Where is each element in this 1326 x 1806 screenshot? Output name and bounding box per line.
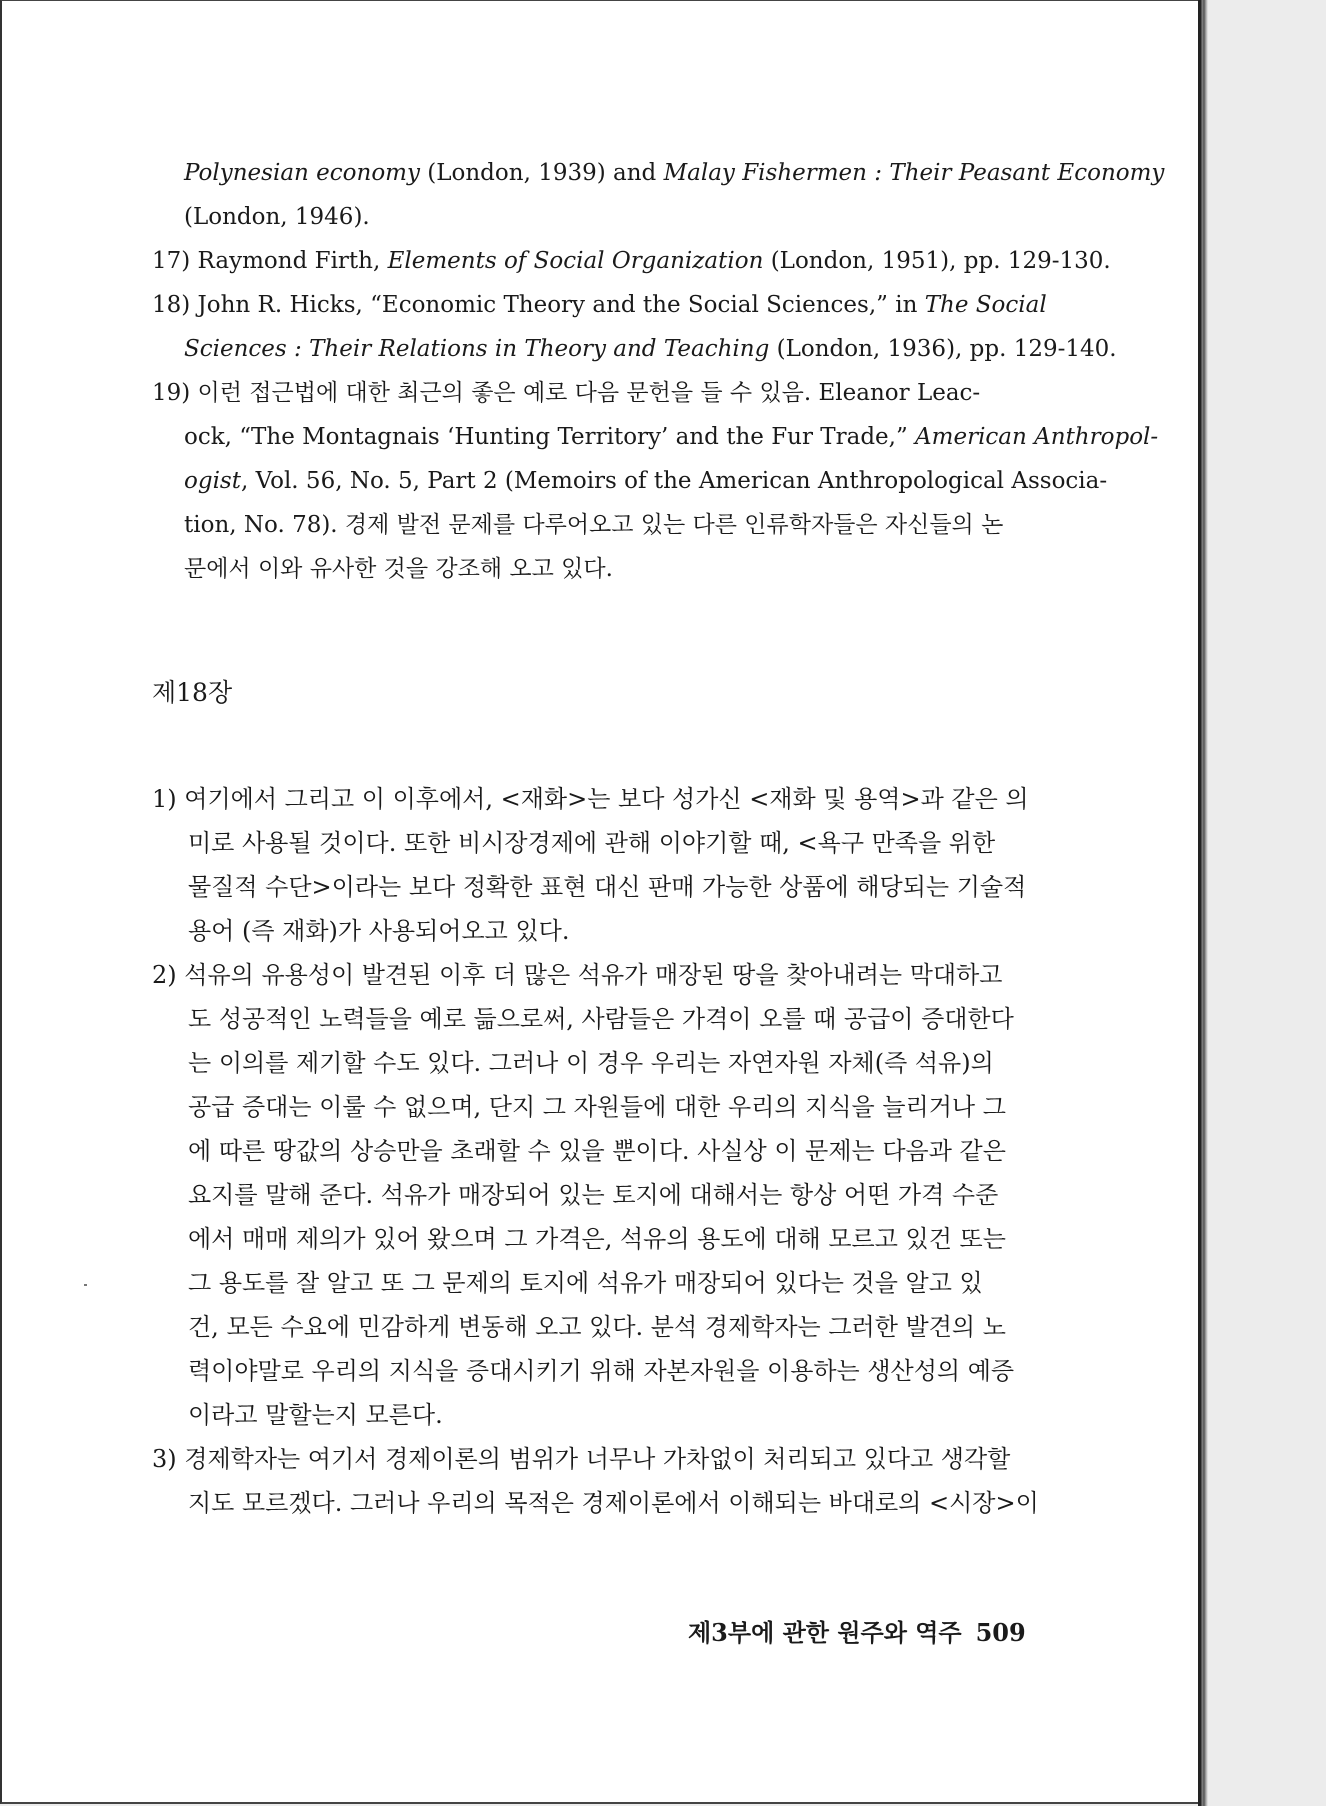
note-line: 미로 사용될 것이다. 또한 비시장경제에 관해 이야기할 때, <욕구 만족을 위한 (188, 829, 996, 857)
running-title: 제3부에 관한 원주와 역주 (688, 1618, 962, 1647)
note-text: 문에서 이와 유사한 것을 강조해 오고 있다. (184, 556, 613, 582)
note-text: (London, 1936), pp. 129-140. (769, 336, 1117, 362)
note-line: 이라고 말할는지 모른다. (188, 1401, 443, 1429)
note-text: (London, 1939) and (419, 160, 664, 186)
note-19-line-1 (152, 371, 1052, 415)
note-line: 에서 매매 제의가 있어 왔으며 그 가격은, 석유의 용도에 대해 모르고 있건 또는 (188, 1225, 1006, 1253)
italic-title-text: American Anthropol- (915, 424, 1159, 450)
italic-title-text: Malay Fishermen : Their Peasant Economy (663, 160, 1165, 186)
note-19-line-5 (152, 547, 1052, 591)
note-line: 물질적 수단>이라는 보다 정확한 표현 대신 판매 가능한 상품에 해당되는 기술적 (188, 873, 1027, 901)
note-text: , Vol. 56, No. 5, Part 2 (Memoirs of the American Anthropological Associa- (240, 468, 1108, 494)
italic-title-text: Polynesian economy (184, 160, 420, 186)
note-text: ock, “The Montagnais ‘Hunting Territory’ and the Fur Trade,” (184, 424, 916, 450)
italic-title-text: The Social (924, 292, 1047, 318)
note-text: 19) 이런 접근법에 대한 최근의 좋은 예로 다음 문헌을 들 수 있음. Eleanor Leac- (152, 380, 981, 406)
note-text: 18) John R. Hicks, “Economic Theory and the Social Sciences,” in (152, 292, 925, 318)
note-line: 지도 모르겠다. 그러나 우리의 목적은 경제이론에서 이해되는 바대로의 <시장>이 (188, 1489, 1039, 1517)
note-18-line-2 (152, 327, 1117, 371)
page-number: 509 (975, 1618, 1026, 1647)
note-line: 는 이의를 제기할 수도 있다. 그러나 이 경우 우리는 자연자원 자체(즉 석유)의 (188, 1049, 994, 1077)
note-line: 도 성공적인 노력들을 예로 듦으로써, 사람들은 가격이 오를 때 공급이 증대한다 (188, 1005, 1014, 1033)
italic-title-text: Sciences : Their Relations in Theory and Teaching (184, 336, 770, 362)
note-text: 17) Raymond Firth, (152, 248, 388, 274)
note-line: 그 용도를 잘 알고 또 그 문제의 토지에 석유가 매장되어 있다는 것을 알고 있 (188, 1269, 983, 1297)
note-text: tion, No. 78). 경제 발전 문제를 다루어오고 있는 다른 인류학자들은 자신들의 논 (184, 512, 1004, 538)
italic-title-text: Elements of Social Organization (387, 248, 764, 274)
note-16-line-1 (152, 151, 1165, 195)
note-line: 건, 모든 수요에 민감하게 변동해 오고 있다. 분석 경제학자는 그러한 발견의 노 (188, 1313, 1006, 1341)
note-line: 요지를 말해 준다. 석유가 매장되어 있는 토지에 대해서는 항상 어떤 가격 수준 (188, 1181, 999, 1209)
scan-speck (84, 1284, 87, 1286)
note-18-line-1 (152, 283, 1052, 327)
page-edge-shadow (1198, 0, 1208, 1806)
note-19-line-4 (152, 503, 1052, 547)
italic-title-text: ogist (184, 468, 241, 494)
note-19-line-2 (152, 415, 1159, 459)
note-16-line-2 (152, 195, 1052, 239)
note-line: 용어 (즉 재화)가 사용되어오고 있다. (188, 917, 570, 945)
note-line: 3) 경제학자는 여기서 경제이론의 범위가 너무나 가차없이 처리되고 있다고 생각할 (152, 1445, 1011, 1473)
note-line: 2) 석유의 유용성이 발견된 이후 더 많은 석유가 매장된 땅을 찾아내려는 막대하고 (152, 961, 1003, 989)
note-text: (London, 1946). (184, 204, 370, 230)
note-line: 에 따른 땅값의 상승만을 초래할 수 있을 뿐이다. 사실상 이 문제는 다음과 같은 (188, 1137, 1006, 1165)
note-19-line-3 (152, 459, 1108, 503)
chapter-heading: 제18장 (152, 678, 233, 707)
note-line: 공급 증대는 이룰 수 없으며, 단지 그 자원들에 대한 우리의 지식을 늘리거나 그 (188, 1093, 1006, 1121)
note-17 (152, 239, 1111, 283)
page-body (152, 151, 1165, 1525)
note-line: 력이야말로 우리의 지식을 증대시키기 위해 자본자원을 이용하는 생산성의 예증 (188, 1357, 1015, 1385)
note-text: (London, 1951), pp. 129-130. (763, 248, 1111, 274)
chapter-18-notes (152, 777, 1052, 1525)
page-footer (688, 1613, 1026, 1653)
note-line: 1) 여기에서 그리고 이 이후에서, <재화>는 보다 성가신 <재화 및 용역>과 같은 의 (152, 785, 1029, 813)
